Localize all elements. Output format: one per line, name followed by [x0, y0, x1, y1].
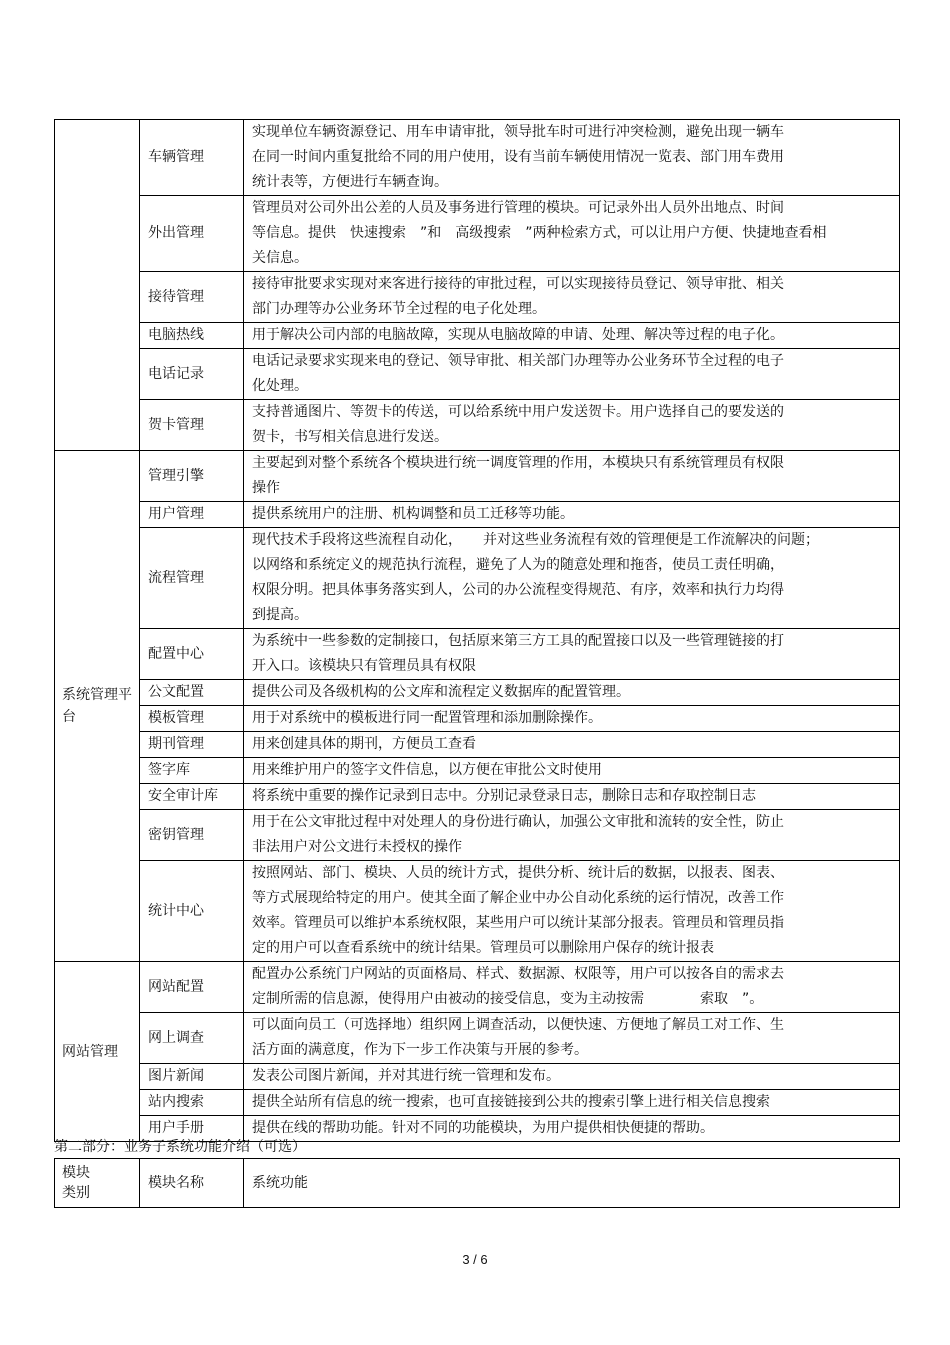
table-row [55, 810, 900, 861]
table-row [55, 732, 900, 758]
module-description: 配置办公系统门户网站的页面格局、样式、数据源、权限等，用户可以按各自的需求去 定制所需的信息源，使得用户由被动的接受信息，变为主动按需 索取 ”。 [244, 962, 900, 1013]
module-description: 发表公司图片新闻，并对其进行统一管理和发布。 [244, 1064, 900, 1090]
module-name: 图片新闻 [140, 1064, 244, 1090]
module-name: 车辆管理 [140, 120, 244, 196]
table-row [55, 1090, 900, 1116]
page-number: 3 / 6 [462, 1252, 488, 1267]
module-description: 用于在公文审批过程中对处理人的身份进行确认，加强公文审批和流转的安全性，防止 非法用户对公文进行未授权的操作 [244, 810, 900, 861]
table-row [55, 1064, 900, 1090]
module-name: 流程管理 [140, 528, 244, 629]
module-name: 外出管理 [140, 196, 244, 272]
module-description: 将系统中重要的操作记录到日志中。分别记录登录日志，删除日志和存取控制日志 [244, 784, 900, 810]
module-name: 电话记录 [140, 349, 244, 400]
module-description: 用于解决公司内部的电脑故障，实现从电脑故障的申请、处理、解决等过程的电子化。 [244, 323, 900, 349]
module-description: 用于对系统中的模板进行同一配置管理和添加删除操作。 [244, 706, 900, 732]
module-name: 统计中心 [140, 861, 244, 962]
module-description: 可以面向员工（可选择地）组织网上调查活动，以便快速、方便地了解员工对工作、生 活方面的满意度，作为下一步工作决策与开展的参考。 [244, 1013, 900, 1064]
table-row [55, 502, 900, 528]
module-name: 用户手册 [140, 1116, 244, 1142]
column-header-function: 系统功能 [244, 1159, 900, 1208]
table-row [55, 962, 900, 1013]
module-description: 现代技术手段将这些流程自动化， 并对这些业务流程有效的管理便是工作流解决的问题； 以网络和系统定义的规范执行流程，避免了人为的随意处理和拖沓，使员工责任明确， 权限分明。把具体事务落实到人，公司的办公流程变得规范、有序，效率和执行力均得 到提高。 [244, 528, 900, 629]
category-cell [55, 120, 140, 451]
module-name: 模板管理 [140, 706, 244, 732]
table-row [55, 349, 900, 400]
module-name: 站内搜索 [140, 1090, 244, 1116]
table-row [55, 120, 900, 196]
module-description: 接待审批要求实现对来客进行接待的审批过程，可以实现接待员登记、领导审批、相关 部门办理等办公业务环节全过程的电子化处理。 [244, 272, 900, 323]
table-row [55, 400, 900, 451]
module-name: 电脑热线 [140, 323, 244, 349]
module-description: 提供公司及各级机构的公文库和流程定义数据库的配置管理。 [244, 680, 900, 706]
category-cell [55, 451, 140, 962]
module-name: 接待管理 [140, 272, 244, 323]
module-name: 密钥管理 [140, 810, 244, 861]
module-name: 配置中心 [140, 629, 244, 680]
table-row [55, 784, 900, 810]
category-label: 系统管理平台 [62, 687, 132, 725]
category-label: 网站管理 [62, 1043, 118, 1060]
table-row [55, 272, 900, 323]
category-cell [55, 962, 140, 1142]
table-row [55, 451, 900, 502]
module-name: 安全审计库 [140, 784, 244, 810]
module-name: 网上调查 [140, 1013, 244, 1064]
section-heading: 第二部分：业务子系统功能介绍（可选） [54, 1139, 306, 1155]
module-description: 用来维护用户的签字文件信息，以方便在审批公文时使用 [244, 758, 900, 784]
table-row [55, 196, 900, 272]
module-name: 网站配置 [140, 962, 244, 1013]
module-name: 公文配置 [140, 680, 244, 706]
module-description: 用来创建具体的期刊，方便员工查看 [244, 732, 900, 758]
table-row [55, 706, 900, 732]
module-description: 按照网站、部门、模块、人员的统计方式，提供分析、统计后的数据，以报表、图表、 等方式展现给特定的用户。使其全面了解企业中办公自动化系统的运行情况，改善工作 效率。管理员可以维护本系统权限，某些用户可以统计某部分报表。管理员和管理员指 定的用户可以查看系统中的统计结果。管理员可以删除用户保存的统计报表 [244, 861, 900, 962]
module-description: 为系统中一些参数的定制接口，包括原来第三方工具的配置接口以及一些管理链接的打 开入口。该模块只有管理员具有权限 [244, 629, 900, 680]
business-module-table [54, 1158, 900, 1208]
module-table [54, 119, 900, 1142]
module-description: 实现单位车辆资源登记、用车申请审批，领导批车时可进行冲突检测，避免出现一辆车 在同一时间内重复批给不同的用户使用，设有当前车辆使用情况一览表、部门用车费用 统计表等，方便进行车辆查询。 [244, 120, 900, 196]
module-description: 提供在线的帮助功能。针对不同的功能模块，为用户提供相快便捷的帮助。 [244, 1116, 900, 1142]
module-description: 主要起到对整个系统各个模块进行统一调度管理的作用，本模块只有系统管理员有权限 操作 [244, 451, 900, 502]
column-header-name: 模块名称 [140, 1159, 244, 1208]
table-row [55, 629, 900, 680]
module-description: 支持普通图片、等贺卡的传送，可以给系统中用户发送贺卡。用户选择自己的要发送的 贺卡，书写相关信息进行发送。 [244, 400, 900, 451]
module-description: 提供系统用户的注册、机构调整和员工迁移等功能。 [244, 502, 900, 528]
table-row [55, 680, 900, 706]
module-name: 期刊管理 [140, 732, 244, 758]
module-description: 提供全站所有信息的统一搜索，也可直接链接到公共的搜索引擎上进行相关信息搜索 [244, 1090, 900, 1116]
module-description: 电话记录要求实现来电的登记、领导审批、相关部门办理等办公业务环节全过程的电子 化处理。 [244, 349, 900, 400]
module-name: 用户管理 [140, 502, 244, 528]
module-description: 管理员对公司外出公差的人员及事务进行管理的模块。可记录外出人员外出地点、时间 等信息。提供 快速搜索 ”和 高级搜索 ”两种检索方式，可以让用户方便、快捷地查看相 关信息。 [244, 196, 900, 272]
module-name: 签字库 [140, 758, 244, 784]
table-row [55, 758, 900, 784]
table-row [55, 861, 900, 962]
column-header-category: 模块类别 [55, 1159, 140, 1208]
module-name: 管理引擎 [140, 451, 244, 502]
table-header-row [55, 1159, 900, 1208]
module-name: 贺卡管理 [140, 400, 244, 451]
table-row [55, 323, 900, 349]
table-row [55, 528, 900, 629]
table-row [55, 1013, 900, 1064]
